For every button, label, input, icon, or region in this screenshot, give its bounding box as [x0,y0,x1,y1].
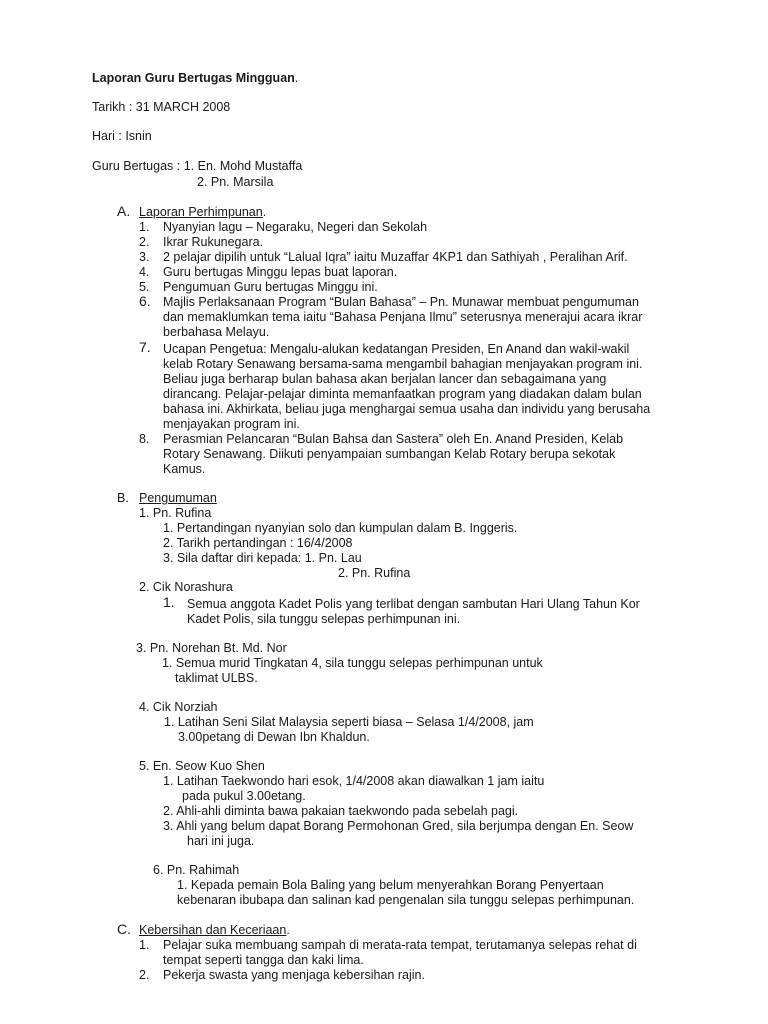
a-item-text: Ucapan Pengetua: Mengalu-alukan kedatangan Presiden, En Anand dan wakil-wakil [163,342,630,356]
a-item-text: dirancang. Pelajar-pelajar diminta memanfaatkan program yang diadakan dalam bulan [163,387,642,401]
b-person-2-num: 1. [163,594,175,610]
section-a-title: Laporan Perhimpunan [139,205,263,219]
a-item-num: 2. [139,235,150,249]
a-item-text: Kamus. [163,462,206,476]
b-person-1-item-extra: 2. Pn. Rufina [338,566,411,580]
a-item-text: menjayakan program ini. [163,417,300,431]
section-a-marker: A. [117,203,131,219]
b-person-3-text: 1. Semua murid Tingkatan 4, sila tunggu selepas perhimpunan untuk [162,656,543,670]
a-item-text: kelab Rotary Senawang bersama-sama mengambil bahagian menjayakan program ini. [163,357,643,371]
a-item-text: Pengumuan Guru bertugas Minggu ini. [163,280,378,294]
b-person-6-text: kebenaran ibubapa dan salinan kad pengenalan sila tunggu selepas perhimpunan. [177,893,635,907]
title-period: . [294,71,299,85]
section-c-marker: C. [117,921,131,937]
a-item-text: bahasa ini. Akhirkata, beliau juga menghargai semua usaha dan individu yang berusaha [163,402,651,416]
b-person-3-text: taklimat ULBS. [175,671,258,685]
b-person-2-text: Semua anggota Kadet Polis yang terlibat dengan sambutan Hari Ulang Tahun Kor [187,597,640,611]
b-person-2: 2. Cik Norashura [139,580,233,594]
b-person-4-text: 3.00petang di Dewan Ibn Khaldun. [178,730,370,744]
b-person-5-text: 3. Ahli yang belum dapat Borang Permohonan Gred, sila berjumpa dengan En. Seow [163,819,634,833]
a-item-text: Majlis Perlaksanaan Program “Bulan Bahasa” – Pn. Munawar membuat pengumuman [163,295,639,309]
b-person-5: 5. En. Seow Kuo Shen [139,759,265,773]
b-person-6-text: 1. Kepada pemain Bola Baling yang belum menyerahkan Borang Penyertaan [177,878,604,892]
a-item-text: 2 pelajar dipilih untuk “Lalual Iqra” iaitu Muzaffar 4KP1 dan Sathiyah , Peralihan Arif. [163,250,628,264]
c-item-num: 1. [139,938,150,952]
day-line: Hari : Isnin [92,129,152,143]
section-b-title: Pengumuman [139,491,217,505]
section-c-title-period: . [286,923,290,937]
b-person-3: 3. Pn. Norehan Bt. Md. Nor [136,641,287,655]
section-c-title: Kebersihan dan Keceriaan [139,923,287,937]
duty-teachers-line-2: 2. Pn. Marsila [197,175,274,189]
b-person-5-text: hari ini juga. [187,834,255,848]
a-item-num: 4. [139,265,150,279]
a-item-num: 6. [139,293,151,309]
b-person-5-text: 1. Latihan Taekwondo hari esok, 1/4/2008 akan diawalkan 1 jam iaitu [163,774,545,788]
section-a-title-period: . [262,205,267,219]
c-item-text: Pekerja swasta yang menjaga kebersihan rajin. [163,968,425,982]
b-person-1: 1. Pn. Rufina [139,506,212,520]
b-person-6: 6. Pn. Rahimah [153,863,240,877]
b-person-1-item: 1. Pertandingan nyanyian solo dan kumpulan dalam B. Inggeris. [163,521,518,535]
document-title [92,71,298,86]
c-item-text: Pelajar suka membuang sampah di merata-rata tempat, terutamanya selepas rehat di [163,938,637,952]
a-item-text: Rotary Senawang. Diikuti penyampaian sumbangan Kelab Rotary berupa sekotak [163,447,616,461]
a-item-text: Nyanyian lagu – Negaraku, Negeri dan Sekolah [163,220,428,234]
b-person-4-text: 1. Latihan Seni Silat Malaysia seperti biasa – Selasa 1/4/2008, jam [164,715,534,729]
a-item-num: 7. [139,339,151,355]
b-person-5-text: pada pukul 3.00etang. [182,789,306,803]
b-person-4: 4. Cik Norziah [139,700,218,714]
c-item-num: 2. [139,968,150,982]
a-item-num: 8. [139,432,150,446]
a-item-num: 5. [139,280,150,294]
a-item-num: 3. [139,250,150,264]
a-item-text: Beliau juga berharap bulan bahasa akan berjalan lancer dan sebagaimana yang [163,372,607,386]
section-a-heading [139,205,266,220]
b-person-2-text: Kadet Polis, sila tunggu selepas perhimpunan ini. [187,612,461,626]
a-item-text: dan memaklumkan tema iaitu “Bahasa Penjana Ilmu” seterusnya menerajui acara ikrar [163,310,643,324]
b-person-5-text: 2. Ahli-ahli diminta bawa pakaian taekwondo pada sebelah pagi. [163,804,519,818]
duty-teachers-line-1: Guru Bertugas : 1. En. Mohd Mustaffa [92,159,303,173]
section-c-heading [139,923,290,938]
a-item-text: Ikrar Rukunegara. [163,235,264,249]
c-item-text: tempat seperti tangga dan kaki lima. [163,953,364,967]
title-text: Laporan Guru Bertugas Mingguan [92,71,295,85]
date-line: Tarikh : 31 MARCH 2008 [92,100,231,114]
a-item-num: 1. [139,220,150,234]
a-item-text: Perasmian Pelancaran “Bulan Bahsa dan Sastera” oleh En. Anand Presiden, Kelab [163,432,624,446]
b-person-1-item: 3. Sila daftar diri kepada: 1. Pn. Lau [163,551,362,565]
a-item-text: Guru bertugas Minggu lepas buat laporan. [163,265,398,279]
section-b-marker: B. [117,491,129,505]
a-item-text: berbahasa Melayu. [163,325,270,339]
b-person-1-item: 2. Tarikh pertandingan : 16/4/2008 [163,536,353,550]
